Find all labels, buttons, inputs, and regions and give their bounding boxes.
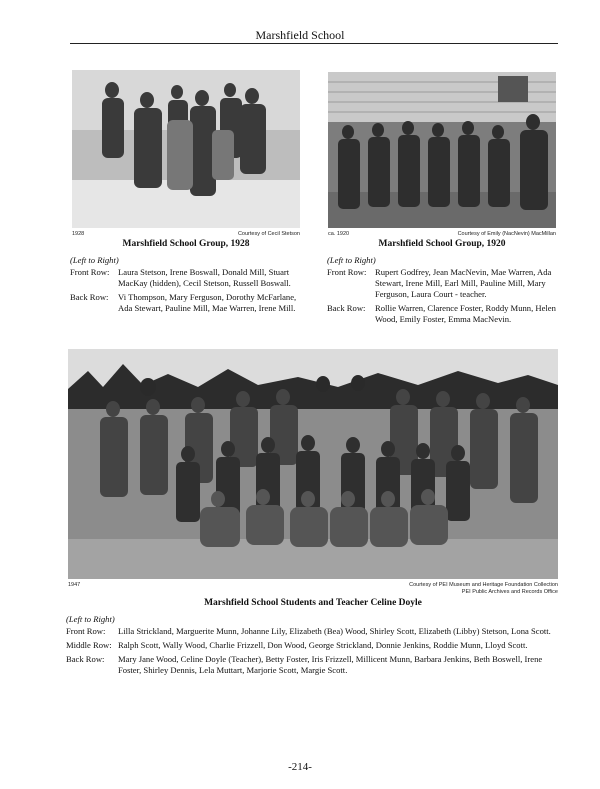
photo1-names-block — [70, 255, 308, 314]
photo3-credit-line2: PEI Public Archives and Records Office — [461, 589, 558, 595]
photo1-caption: Marshfield School Group, 1928 — [122, 239, 250, 249]
photo2-caption: Marshfield School Group, 1920 — [378, 239, 506, 249]
photo2-front-row — [327, 267, 563, 300]
row-names: Rupert Godfrey, Jean MacNevin, Mae Warren, Ada Stewart, Irene Mill, Earl Mill, Pauline Mill, Mary Ferguson, Laura Court - teacher. — [375, 267, 552, 299]
row-names: Lilla Strickland, Marguerite Munn, Johanne Lily, Elizabeth (Bea) Wood, Shirley Scott, Elizabeth (Libby) Stetson, Lona Scott. — [118, 626, 551, 636]
photo2-back-row — [327, 303, 563, 325]
photo1-credit: Courtesy of Cecil Stetson — [237, 231, 300, 237]
photo3-year: 1947 — [68, 582, 81, 588]
photo2-direction: (Left to Right) — [327, 255, 376, 265]
photo1-year: 1928 — [72, 231, 85, 237]
row-label: Middle Row: — [66, 640, 112, 650]
row-names: Mary Jane Wood, Celine Doyle (Teacher), Betty Foster, Iris Frizzell, Millicent Munn, Barbara Jenkins, Beth Boswell, Irene Foster, Shirley Dennis, Lela Muttart, Marjorie Scott, Margie Scott. — [118, 654, 543, 675]
photo3-caption: Marshfield School Students and Teacher Celine Doyle — [204, 598, 422, 608]
photo3-back-row — [66, 654, 560, 676]
row-names: Rollie Warren, Clarence Foster, Roddy Munn, Helen Wood, Emily Foster, Emma MacNevin. — [375, 303, 556, 324]
photo1-front-row — [70, 267, 308, 289]
photo3-names-block — [66, 614, 560, 676]
row-names: Laura Stetson, Irene Boswall, Donald Mill, Stuart MacKay (hidden), Cecil Stetson, Russell Boswall. — [118, 267, 291, 288]
photo3-middle-row — [66, 640, 560, 651]
row-label: Back Row: — [327, 303, 366, 313]
row-label: Back Row: — [66, 654, 105, 664]
photo2-credit: Courtesy of Emily (NacNevin) MacMillan — [457, 231, 556, 237]
photo3-front-row — [66, 626, 560, 637]
photo3-credit-line1: Courtesy of PEI Museum and Heritage Foundation Collection — [409, 582, 558, 588]
header-rule — [70, 43, 558, 44]
running-header: Marshfield School — [255, 28, 345, 42]
row-label: Front Row: — [70, 267, 110, 277]
photo1-direction: (Left to Right) — [70, 255, 119, 265]
photo1-back-row — [70, 292, 308, 314]
photo3-direction: (Left to Right) — [66, 614, 115, 624]
row-label: Back Row: — [70, 292, 109, 302]
row-label: Front Row: — [327, 267, 367, 277]
row-names: Ralph Scott, Wally Wood, Charlie Frizzell, Don Wood, George Strickland, Donnie Jenkins, Roddie Munn, Lloyd Scott. — [118, 640, 528, 650]
row-label: Front Row: — [66, 626, 106, 636]
photo-1920-group — [328, 72, 556, 228]
row-names: Vi Thompson, Mary Ferguson, Dorothy McFarlane, Ada Stewart, Pauline Mill, Mae Warren, Irene Mill. — [118, 292, 297, 313]
photo-1928-group — [72, 70, 300, 228]
photo2-year: ca. 1920 — [328, 231, 350, 237]
photo2-names-block — [327, 255, 563, 325]
page-number: -214- — [288, 761, 312, 773]
photo-1947-students-teacher — [68, 349, 558, 579]
